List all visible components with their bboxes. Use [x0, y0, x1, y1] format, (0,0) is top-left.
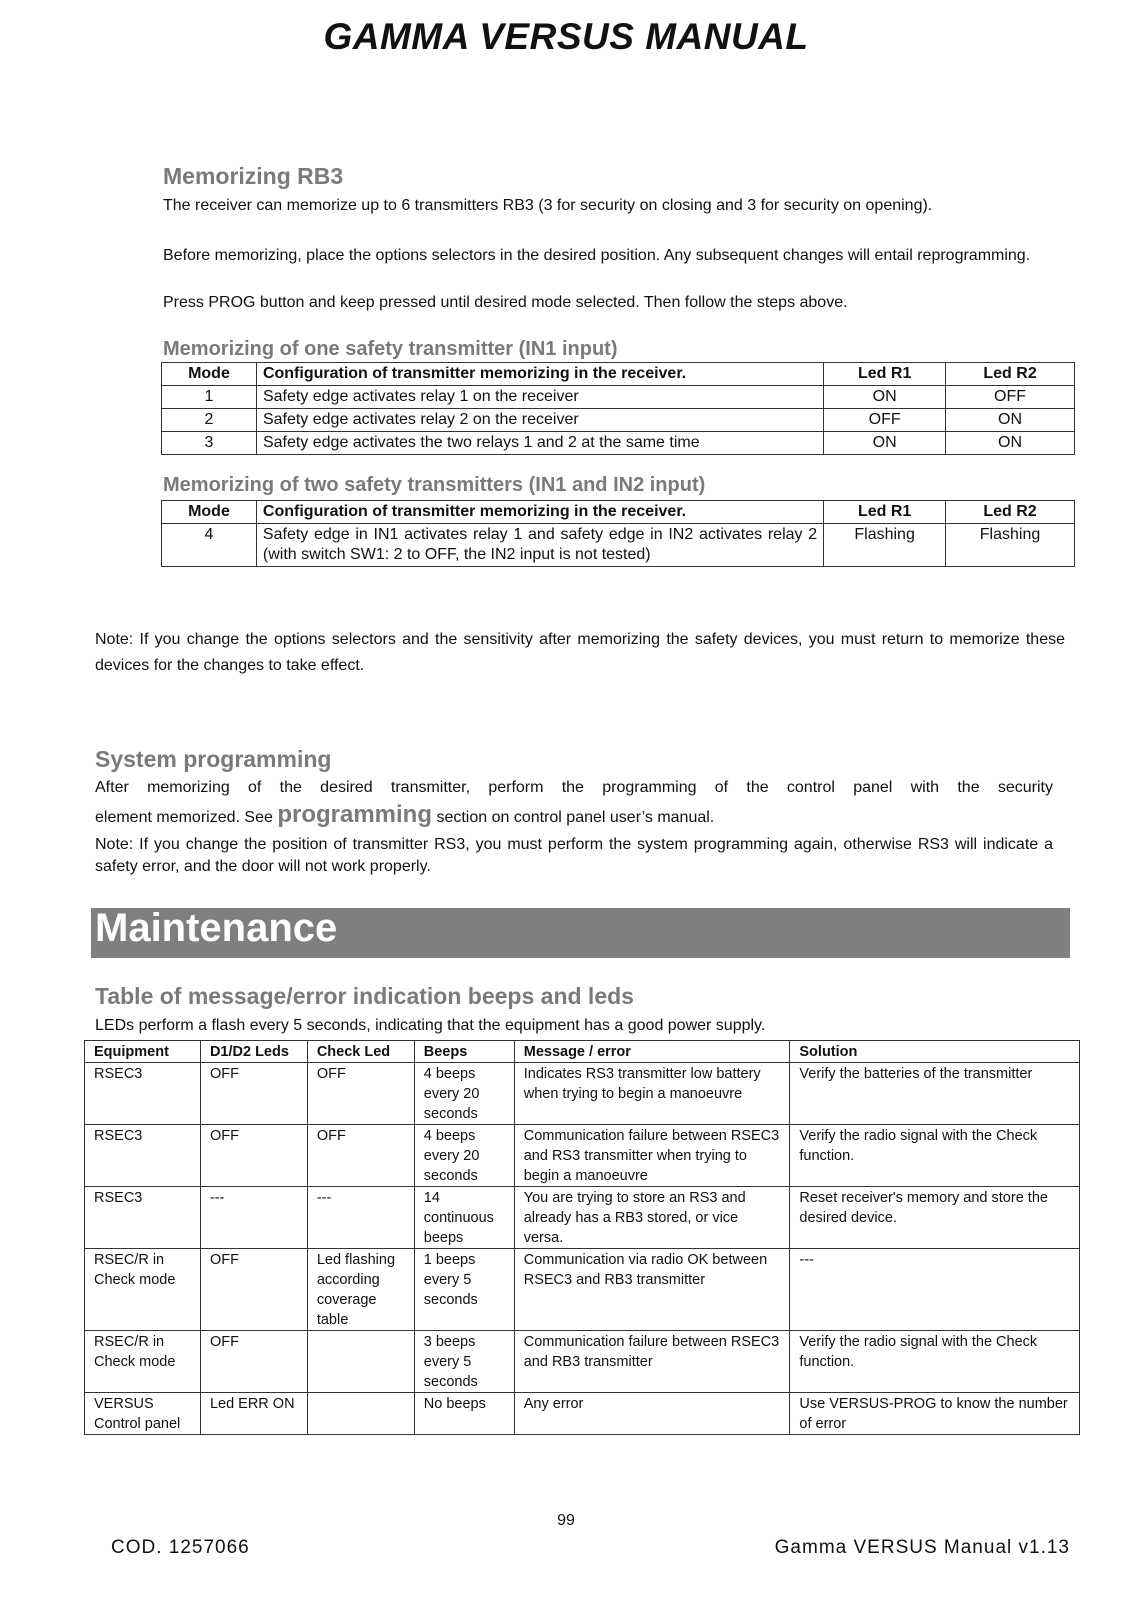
two-safety-table	[161, 500, 1075, 567]
beeps-cell: 3 beeps every 5 seconds	[414, 1331, 514, 1393]
col-config: Configuration of transmitter memorizing in the receiver.	[256, 501, 823, 524]
maintenance-table	[84, 1040, 1080, 1435]
solution-cell: Use VERSUS-PROG to know the number of error	[790, 1393, 1080, 1435]
led-r1-cell: Flashing	[824, 524, 946, 567]
message-cell: You are trying to store an RS3 and already has a RB3 stored, or vice versa.	[514, 1187, 790, 1249]
message-cell: Indicates RS3 transmitter low battery when trying to begin a manoeuvre	[514, 1063, 790, 1125]
solution-cell: Verify the radio signal with the Check function.	[790, 1331, 1080, 1393]
table-row	[162, 524, 1075, 567]
beeps-cell: 1 beeps every 5 seconds	[414, 1249, 514, 1331]
table-row	[85, 1393, 1080, 1435]
beeps-cell: 4 beeps every 20 seconds	[414, 1125, 514, 1187]
programming-link: programming	[277, 801, 432, 828]
system-programming-heading: System programming	[95, 746, 332, 772]
system-line1: After memorizing of the desired transmitter, perform the programming of the control panel with the security	[95, 779, 1053, 796]
table-row	[85, 1249, 1080, 1331]
leds-cell: OFF	[200, 1063, 307, 1125]
config-cell: Safety edge activates the two relays 1 and 2 at the same time	[256, 432, 823, 455]
beeps-cell: 14 continuous beeps	[414, 1187, 514, 1249]
leds-cell: OFF	[200, 1331, 307, 1393]
one-safety-table	[161, 362, 1075, 455]
col-check-led: Check Led	[307, 1041, 414, 1063]
config-cell: Safety edge in IN1 activates relay 1 and safety edge in IN2 activates relay 2 (with switch SW1: 2 to OFF, the IN2 input is not tested)	[256, 524, 823, 567]
col-led-r1: Led R1	[824, 501, 946, 524]
maintenance-title: Maintenance	[95, 906, 338, 950]
equipment-cell: RSEC3	[85, 1187, 201, 1249]
col-solution: Solution	[790, 1041, 1080, 1063]
config-cell: Safety edge activates relay 1 on the receiver	[256, 386, 823, 409]
led-r1-cell: ON	[824, 432, 946, 455]
table-row	[85, 1063, 1080, 1125]
system-note: Note: If you change the position of transmitter RS3, you must perform the system programming again, otherwise RS3 will indicate a safety error, and the door will not work properly.	[95, 836, 1053, 875]
col-equipment: Equipment	[85, 1041, 201, 1063]
col-led-r1: Led R1	[824, 363, 946, 386]
col-mode: Mode	[162, 501, 257, 524]
table-header-row	[85, 1041, 1080, 1063]
equipment-cell: RSEC3	[85, 1125, 201, 1187]
led-r2-cell: OFF	[946, 386, 1075, 409]
table-row	[162, 432, 1075, 455]
table-header-row	[162, 501, 1075, 524]
col-config: Configuration of transmitter memorizing in the receiver.	[256, 363, 823, 386]
led-r2-cell: ON	[946, 432, 1075, 455]
equipment-cell: RSEC/R in Check mode	[85, 1249, 201, 1331]
mode-cell: 2	[162, 409, 257, 432]
led-r2-cell: Flashing	[946, 524, 1075, 567]
mode-cell: 1	[162, 386, 257, 409]
col-led-r2: Led R2	[946, 363, 1075, 386]
equipment-cell: RSEC/R in Check mode	[85, 1331, 201, 1393]
two-safety-heading: Memorizing of two safety transmitters (IN1 and IN2 input)	[163, 474, 706, 496]
section-heading-rb3: Memorizing RB3	[163, 163, 344, 189]
led-r2-cell: ON	[946, 409, 1075, 432]
rb3-intro: The receiver can memorize up to 6 transmitters RB3 (3 for security on closing and 3 for security on opening).	[163, 197, 933, 214]
message-cell: Communication via radio OK between RSEC3 and RB3 transmitter	[514, 1249, 790, 1331]
safety-note: Note: If you change the options selectors and the sensitivity after memorizing the safety devices, you must return to memorize these devices for the changes to take effect.	[95, 631, 1065, 674]
check-led-cell: OFF	[307, 1125, 414, 1187]
col-message: Message / error	[514, 1041, 790, 1063]
config-cell: Safety edge activates relay 2 on the receiver	[256, 409, 823, 432]
mode-cell: 4	[162, 524, 257, 567]
system-line2-end: section on control panel user’s manual.	[432, 809, 715, 826]
check-led-cell: Led flashing according coverage table	[307, 1249, 414, 1331]
system-line2-start: element memorized. See	[95, 809, 278, 826]
col-d1d2-leds: D1/D2 Leds	[200, 1041, 307, 1063]
leds-cell: OFF	[200, 1249, 307, 1331]
check-led-cell	[307, 1393, 414, 1435]
col-mode: Mode	[162, 363, 257, 386]
led-r1-cell: OFF	[824, 409, 946, 432]
beeps-cell: No beeps	[414, 1393, 514, 1435]
check-led-cell: OFF	[307, 1063, 414, 1125]
leds-cell: Led ERR ON	[200, 1393, 307, 1435]
leds-cell: OFF	[200, 1125, 307, 1187]
solution-cell: Verify the radio signal with the Check function.	[790, 1125, 1080, 1187]
message-cell: Communication failure between RSEC3 and RS3 transmitter when trying to begin a manoeuvre	[514, 1125, 790, 1187]
solution-cell: ---	[790, 1249, 1080, 1331]
message-cell: Communication failure between RSEC3 and RB3 transmitter	[514, 1331, 790, 1393]
footer-code: COD. 1257066	[111, 1537, 250, 1558]
equipment-cell: VERSUS Control panel	[85, 1393, 201, 1435]
table-header-row	[162, 363, 1075, 386]
maintenance-intro: LEDs perform a flash every 5 seconds, indicating that the equipment has a good power supply.	[95, 1017, 766, 1034]
rb3-before: Before memorizing, place the options selectors in the desired position. Any subsequent changes will entail reprogramming.	[163, 247, 1031, 264]
one-safety-heading: Memorizing of one safety transmitter (IN1 input)	[163, 338, 618, 360]
message-cell: Any error	[514, 1393, 790, 1435]
rb3-press: Press PROG button and keep pressed until desired mode selected. Then follow the steps above.	[163, 294, 848, 311]
mode-cell: 3	[162, 432, 257, 455]
col-beeps: Beeps	[414, 1041, 514, 1063]
table-row	[85, 1125, 1080, 1187]
page-number: 99	[557, 1512, 575, 1529]
document-title: GAMMA VERSUS MANUAL	[323, 16, 809, 57]
beeps-cell: 4 beeps every 20 seconds	[414, 1063, 514, 1125]
footer-manual: Gamma VERSUS Manual v1.13	[774, 1537, 1070, 1558]
maintenance-table-heading: Table of message/error indication beeps and leds	[95, 983, 634, 1009]
check-led-cell	[307, 1331, 414, 1393]
equipment-cell: RSEC3	[85, 1063, 201, 1125]
led-r1-cell: ON	[824, 386, 946, 409]
col-led-r2: Led R2	[946, 501, 1075, 524]
table-row	[162, 386, 1075, 409]
solution-cell: Verify the batteries of the transmitter	[790, 1063, 1080, 1125]
table-row	[85, 1187, 1080, 1249]
solution-cell: Reset receiver's memory and store the desired device.	[790, 1187, 1080, 1249]
check-led-cell: ---	[307, 1187, 414, 1249]
leds-cell: ---	[200, 1187, 307, 1249]
table-row	[162, 409, 1075, 432]
table-row	[85, 1331, 1080, 1393]
system-line2	[95, 800, 1053, 833]
